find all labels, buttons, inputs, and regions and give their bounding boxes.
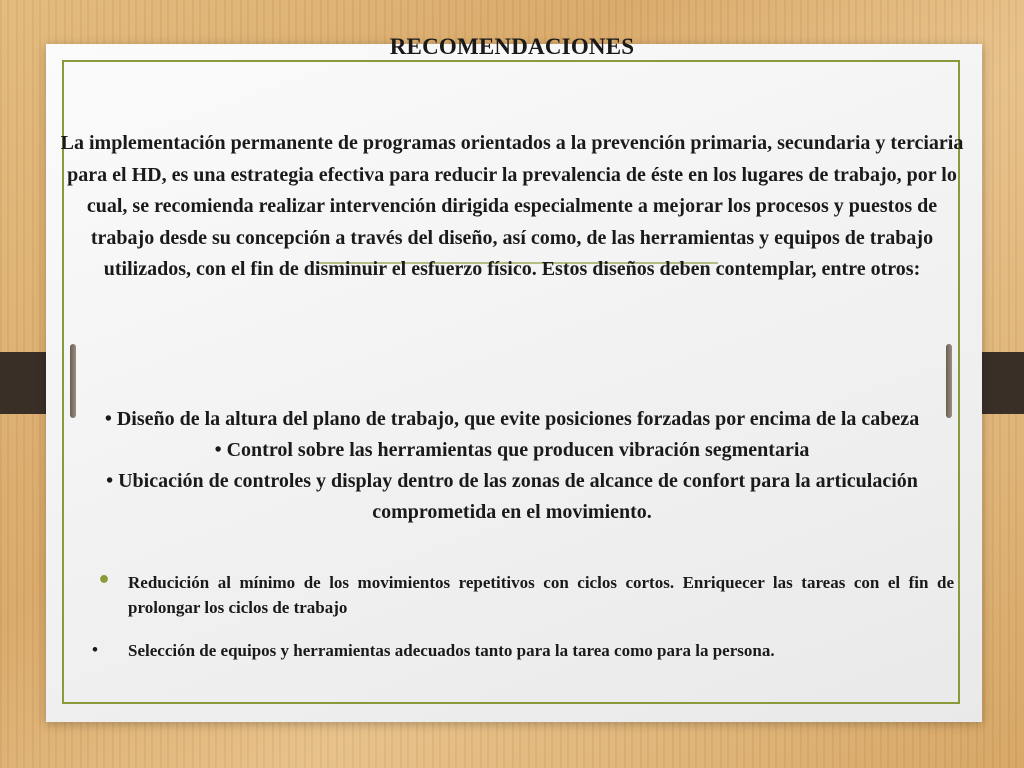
list-bullet-item: Reducición al mínimo de los movimientos repetitivos con ciclos cortos. Enriquecer las tareas con el fin de prolongar los ciclos de trabajo — [128, 573, 954, 617]
intro-paragraph: La implementación permanente de programas orientados a la prevención primaria, secundaria y terciaria para el HD, es una estrategia efectiva para reducir la prevalencia de éste en los lugares de trabajo, por lo cual, se recomienda realizar intervención dirigida especialmente a mejorar los procesos y puestos de trabajo desde su concepción a través del diseño, así como, de las herramientas y equipos de trabajo utilizados, con el fin de disminuir el esfuerzo físico. Estos diseños deben contemplar, entre otros: — [60, 132, 964, 280]
bullet-marker: • — [97, 568, 112, 593]
center-bullet-item: • Ubicación de controles y display dentro de las zonas de alcance de confort para la articulación comprometida en el movimiento. — [106, 470, 918, 523]
center-bullet-item: • Diseño de la altura del plano de trabajo, que evite posiciones forzadas por encima de la cabeza — [104, 408, 920, 430]
list-bullet-item: Selección de equipos y herramientas adecuados tanto para la tarea como para la persona. — [128, 641, 775, 660]
slide-title: RECOMENDACIONES — [389, 34, 635, 59]
bullet-marker: • — [92, 640, 98, 659]
center-bullet-list — [70, 404, 954, 528]
center-bullet-item: • Control sobre las herramientas que producen vibración segmentaria — [214, 439, 810, 461]
title-accent-line — [467, 60, 547, 62]
